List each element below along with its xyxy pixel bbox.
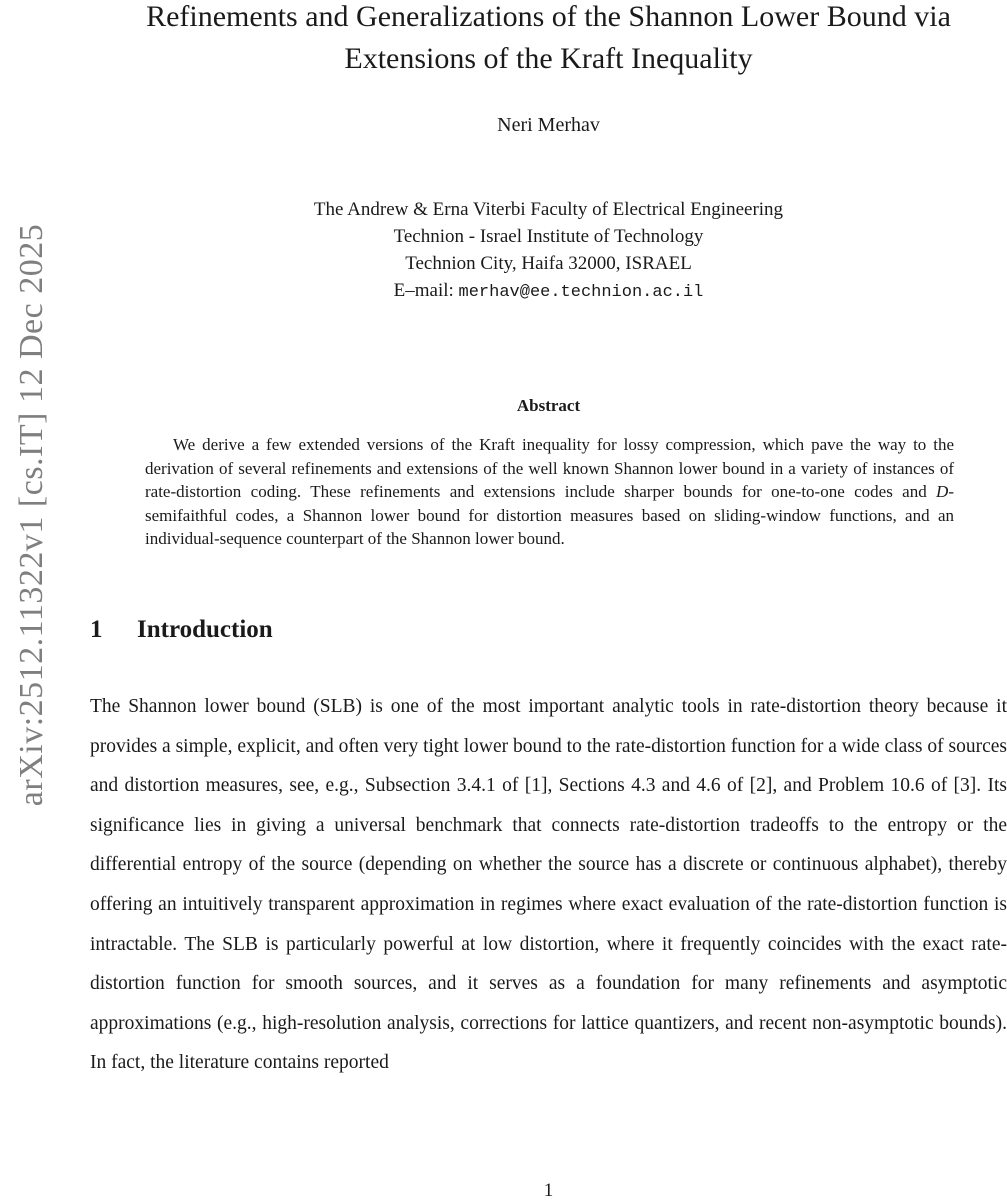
paper-title-line-1: Refinements and Generalizations of the Shannon Lower Bound via (146, 0, 951, 33)
email-label: E–mail: (393, 280, 459, 301)
page-number: 1 (543, 1180, 554, 1201)
abstract-text-part-2: -semifaithful codes, a Shannon lower bound for distortion measures based on sliding-window functions, and an individual-sequence counterpart of the Shannon lower bound. (145, 482, 954, 548)
author-affiliation (90, 196, 1007, 306)
section-heading-introduction (90, 616, 273, 644)
abstract-text-italic-d: D (936, 482, 949, 501)
section-title: Introduction (137, 616, 273, 643)
abstract-heading: Abstract (516, 396, 581, 415)
abstract-text (145, 433, 954, 551)
paper-title-line-2: Extensions of the Kraft Inequality (344, 42, 753, 75)
affiliation-institute: Technion - Israel Institute of Technology (393, 226, 704, 247)
introduction-paragraph: The Shannon lower bound (SLB) is one of the most important analytic tools in rate-distortion theory because it provides a simple, explicit, and often very tight lower bound to the rate-distortion function for a wide class of sources and distortion measures, see, e.g., Subsection 3.4.1 of [1], Sections 4.3 and 4.6 of [2], and Problem 10.6 of [3]. Its significance lies in giving a universal benchmark that connects rate-distortion tradeoffs to the entropy or the differential entropy of the source (depending on whether the source has a discrete or continuous alphabet), thereby offering an intuitively transparent approximation in regimes where exact evaluation of the rate-distortion function is intractable. The SLB is particularly powerful at low distortion, where it frequently coincides with the exact rate-distortion function for smooth sources, and it serves as a foundation for many refinements and asymptotic approximations (e.g., high-resolution analysis, corrections for lattice quantizers, and recent non-asymptotic bounds). In fact, the literature contains reported (90, 696, 1007, 1074)
paper-title (90, 0, 1007, 80)
author-name: Neri Merhav (497, 114, 600, 136)
abstract-text-part-1: We derive a few extended versions of the Kraft inequality for lossy compression, which pave the way to the derivation of several refinements and extensions of the well known Shannon lower bound in a variety of instances of rate-distortion coding. These refinements and extensions include sharper bounds for one-to-one codes and (145, 435, 954, 501)
section-number: 1 (90, 616, 103, 643)
arxiv-identifier-stamp: arXiv:2512.11322v1 [cs.IT] 12 Dec 2025 (13, 223, 50, 807)
email-address[interactable]: merhav@ee.technion.ac.il (458, 283, 704, 302)
affiliation-email-line (90, 277, 1007, 306)
affiliation-address: Technion City, Haifa 32000, ISRAEL (405, 253, 692, 274)
affiliation-faculty: The Andrew & Erna Viterbi Faculty of Electrical Engineering (313, 199, 784, 220)
